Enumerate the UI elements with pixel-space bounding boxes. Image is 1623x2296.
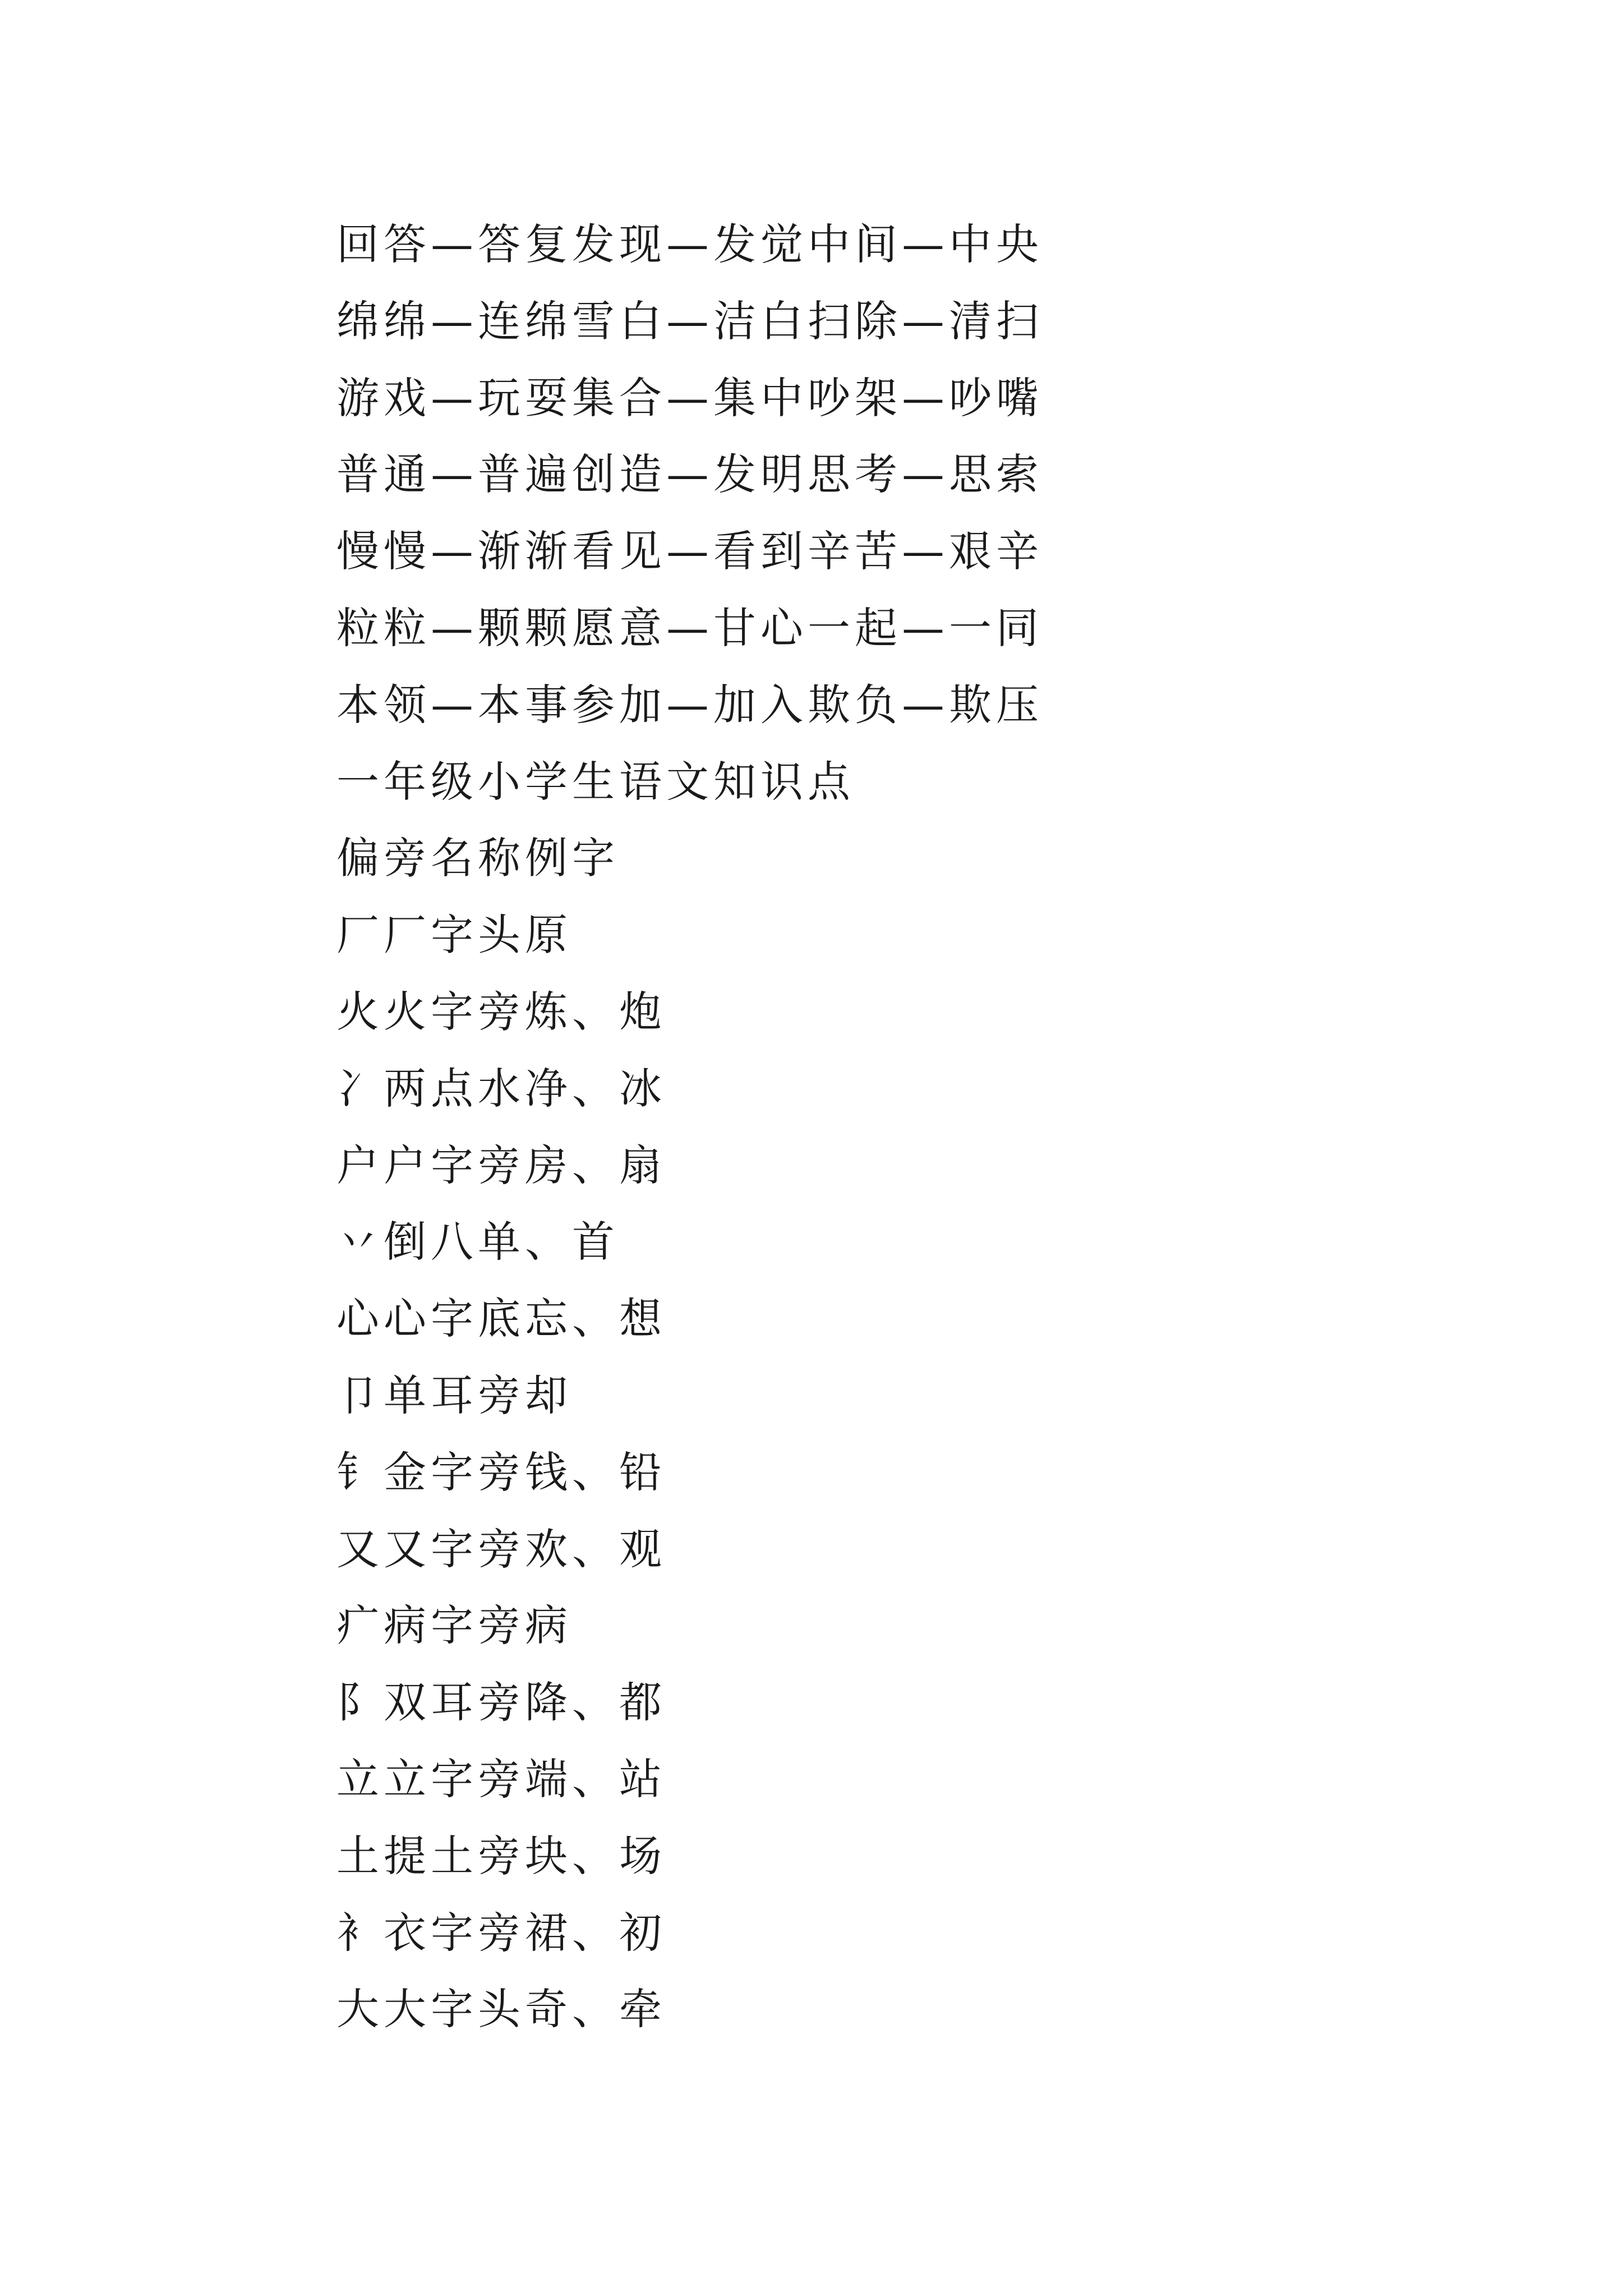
- synonym-line: 粒粒—颗颗愿意—甘心一起—一同: [336, 602, 1043, 653]
- radical-line: 立立字旁端、站: [336, 1754, 666, 1804]
- radical-line: 疒病字旁病: [336, 1600, 572, 1651]
- radical-table-header: 偏旁名称例字: [336, 833, 619, 884]
- radical-line: 丷倒八单、首: [336, 1217, 619, 1267]
- radical-line: 又又字旁欢、观: [336, 1524, 666, 1574]
- radical-line: 大大字头奇、牵: [336, 1984, 666, 2035]
- radical-line: 阝双耳旁降、都: [336, 1677, 666, 1728]
- radical-line: 土提土旁块、场: [336, 1830, 666, 1881]
- radical-line: 厂厂字头原: [336, 910, 572, 960]
- synonym-line: 绵绵—连绵雪白—洁白扫除—清扫: [336, 296, 1043, 346]
- radical-line: 火火字旁炼、炮: [336, 986, 666, 1037]
- synonym-line: 本领—本事参加—加入欺负—欺压: [336, 679, 1043, 730]
- document-body: [336, 206, 1514, 2048]
- radical-line: 钅金字旁钱、铅: [336, 1447, 666, 1497]
- synonym-line: 回答—答复发现—发觉中间—中央: [336, 219, 1043, 269]
- radical-line: 衤衣字旁裙、初: [336, 1907, 666, 1958]
- synonym-line: 游戏—玩耍集合—集中吵架—吵嘴: [336, 372, 1043, 423]
- radical-line: 户户字旁房、扇: [336, 1140, 666, 1190]
- radical-line: 卩单耳旁却: [336, 1370, 572, 1420]
- section-title: 一年级小学生语文知识点: [336, 756, 855, 807]
- radical-line: 心心字底忘、想: [336, 1294, 666, 1344]
- radical-line: 冫两点水净、冰: [336, 1063, 666, 1114]
- synonym-line: 慢慢—渐渐看见—看到辛苦—艰辛: [336, 526, 1043, 577]
- synonym-line: 普通—普遍创造—发明思考—思索: [336, 449, 1043, 500]
